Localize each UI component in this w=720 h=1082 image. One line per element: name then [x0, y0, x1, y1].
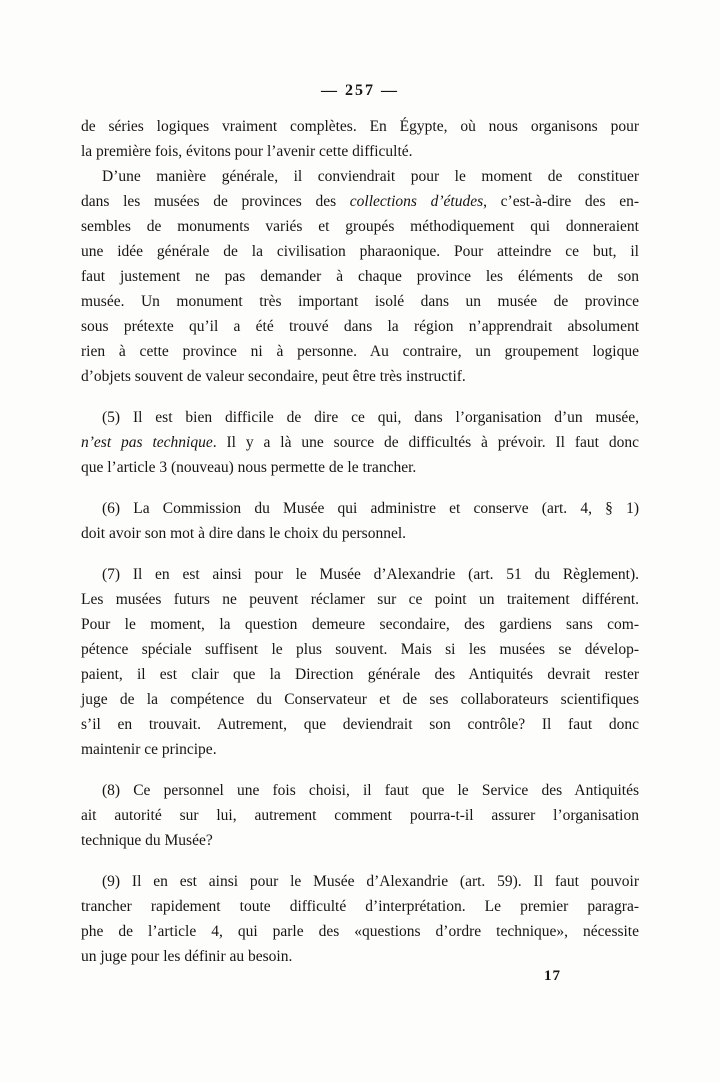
text-line: ait autorité sur lui, autrement comment pourra-t-il assurer l’organisation	[81, 807, 639, 824]
text-line: rien à cette province ni à personne. Au contraire, un groupement logique	[81, 343, 639, 360]
text-line: trancher rapidement toute difficulté d’interprétation. Le premier paragra-	[81, 898, 639, 915]
italic-text: collections d’études	[349, 193, 484, 210]
footnote	[81, 405, 639, 480]
text-line: maintenir ce principe.	[81, 741, 217, 758]
page-number: — 257 —	[321, 82, 399, 99]
text-block	[81, 114, 639, 969]
text-line: faut justement ne pas demander à chaque province les éléments de son	[81, 268, 639, 285]
italic-text: n’est pas technique	[81, 434, 213, 451]
text-line: s’il en trouvait. Autrement, que deviendrait son contrôle? Il faut donc	[81, 716, 639, 733]
text-line: (8) Ce personnel une fois choisi, il faut que le Service des Antiquités	[102, 782, 639, 799]
signature-mark: 17	[544, 968, 561, 984]
text-line: paient, il est clair que la Direction générale des Antiquités devrait rester	[81, 666, 639, 683]
text-line: (5) Il est bien difficile de dire ce qui, dans l’organisation d’un musée,	[102, 409, 639, 426]
text-line: (9) Il en est ainsi pour le Musée d’Alexandrie (art. 59). Il faut pouvoir	[102, 873, 639, 890]
text-line: phe de l’article 4, qui parle des «questions d’ordre technique», nécessite	[81, 923, 639, 940]
footnote	[81, 869, 639, 969]
text-line: la première fois, évitons pour l’avenir cette difficulté.	[81, 143, 413, 160]
footnote	[81, 562, 639, 762]
text-line: d’objets souvent de valeur secondaire, peut être très instructif.	[81, 368, 466, 385]
text-line: que l’article 3 (nouveau) nous permette de le trancher.	[81, 459, 417, 476]
text-line: D’une manière générale, il conviendrait pour le moment de constituer	[102, 168, 639, 185]
text-line: musée. Un monument très important isolé dans un musée de province	[81, 293, 639, 310]
text-line: pétence spéciale suffisent le plus souvent. Mais si les musées se dévelop-	[81, 641, 639, 658]
footnote	[81, 778, 639, 853]
text-line: dans les musées de provinces des collections d’études, c’est-à-dire des en-	[81, 193, 640, 210]
text-line: de séries logiques vraiment complètes. En Égypte, où nous organisons pour	[81, 118, 639, 135]
text-line: (7) Il en est ainsi pour le Musée d’Alexandrie (art. 51 du Règlement).	[102, 566, 639, 583]
text-line: un juge pour les définir au besoin.	[81, 948, 293, 965]
footnote	[81, 496, 639, 546]
text-line: technique du Musée?	[81, 832, 213, 849]
text-line: Pour le moment, la question demeure secondaire, des gardiens sans com-	[81, 616, 639, 633]
text-line: une idée générale de la civilisation pharaonique. Pour atteindre ce but, il	[81, 243, 639, 260]
text-line: sembles de monuments variés et groupés méthodiquement qui donneraient	[81, 218, 639, 235]
text-line: n’est pas technique. Il y a là une source de difficultés à prévoir. Il faut donc	[81, 434, 639, 451]
text-line: sous prétexte qu’il a été trouvé dans la région n’apprendrait absolument	[81, 318, 639, 335]
text-line: (6) La Commission du Musée qui administre et conserve (art. 4, § 1)	[102, 500, 639, 517]
text-line: Les musées futurs ne peuvent réclamer sur ce point un traitement différent.	[81, 591, 639, 608]
paragraph	[81, 114, 639, 164]
text-line: juge de la compétence du Conservateur et de ses collaborateurs scientifiques	[81, 691, 639, 708]
paragraph	[81, 164, 639, 389]
text-line: doit avoir son mot à dire dans le choix du personnel.	[81, 525, 407, 542]
